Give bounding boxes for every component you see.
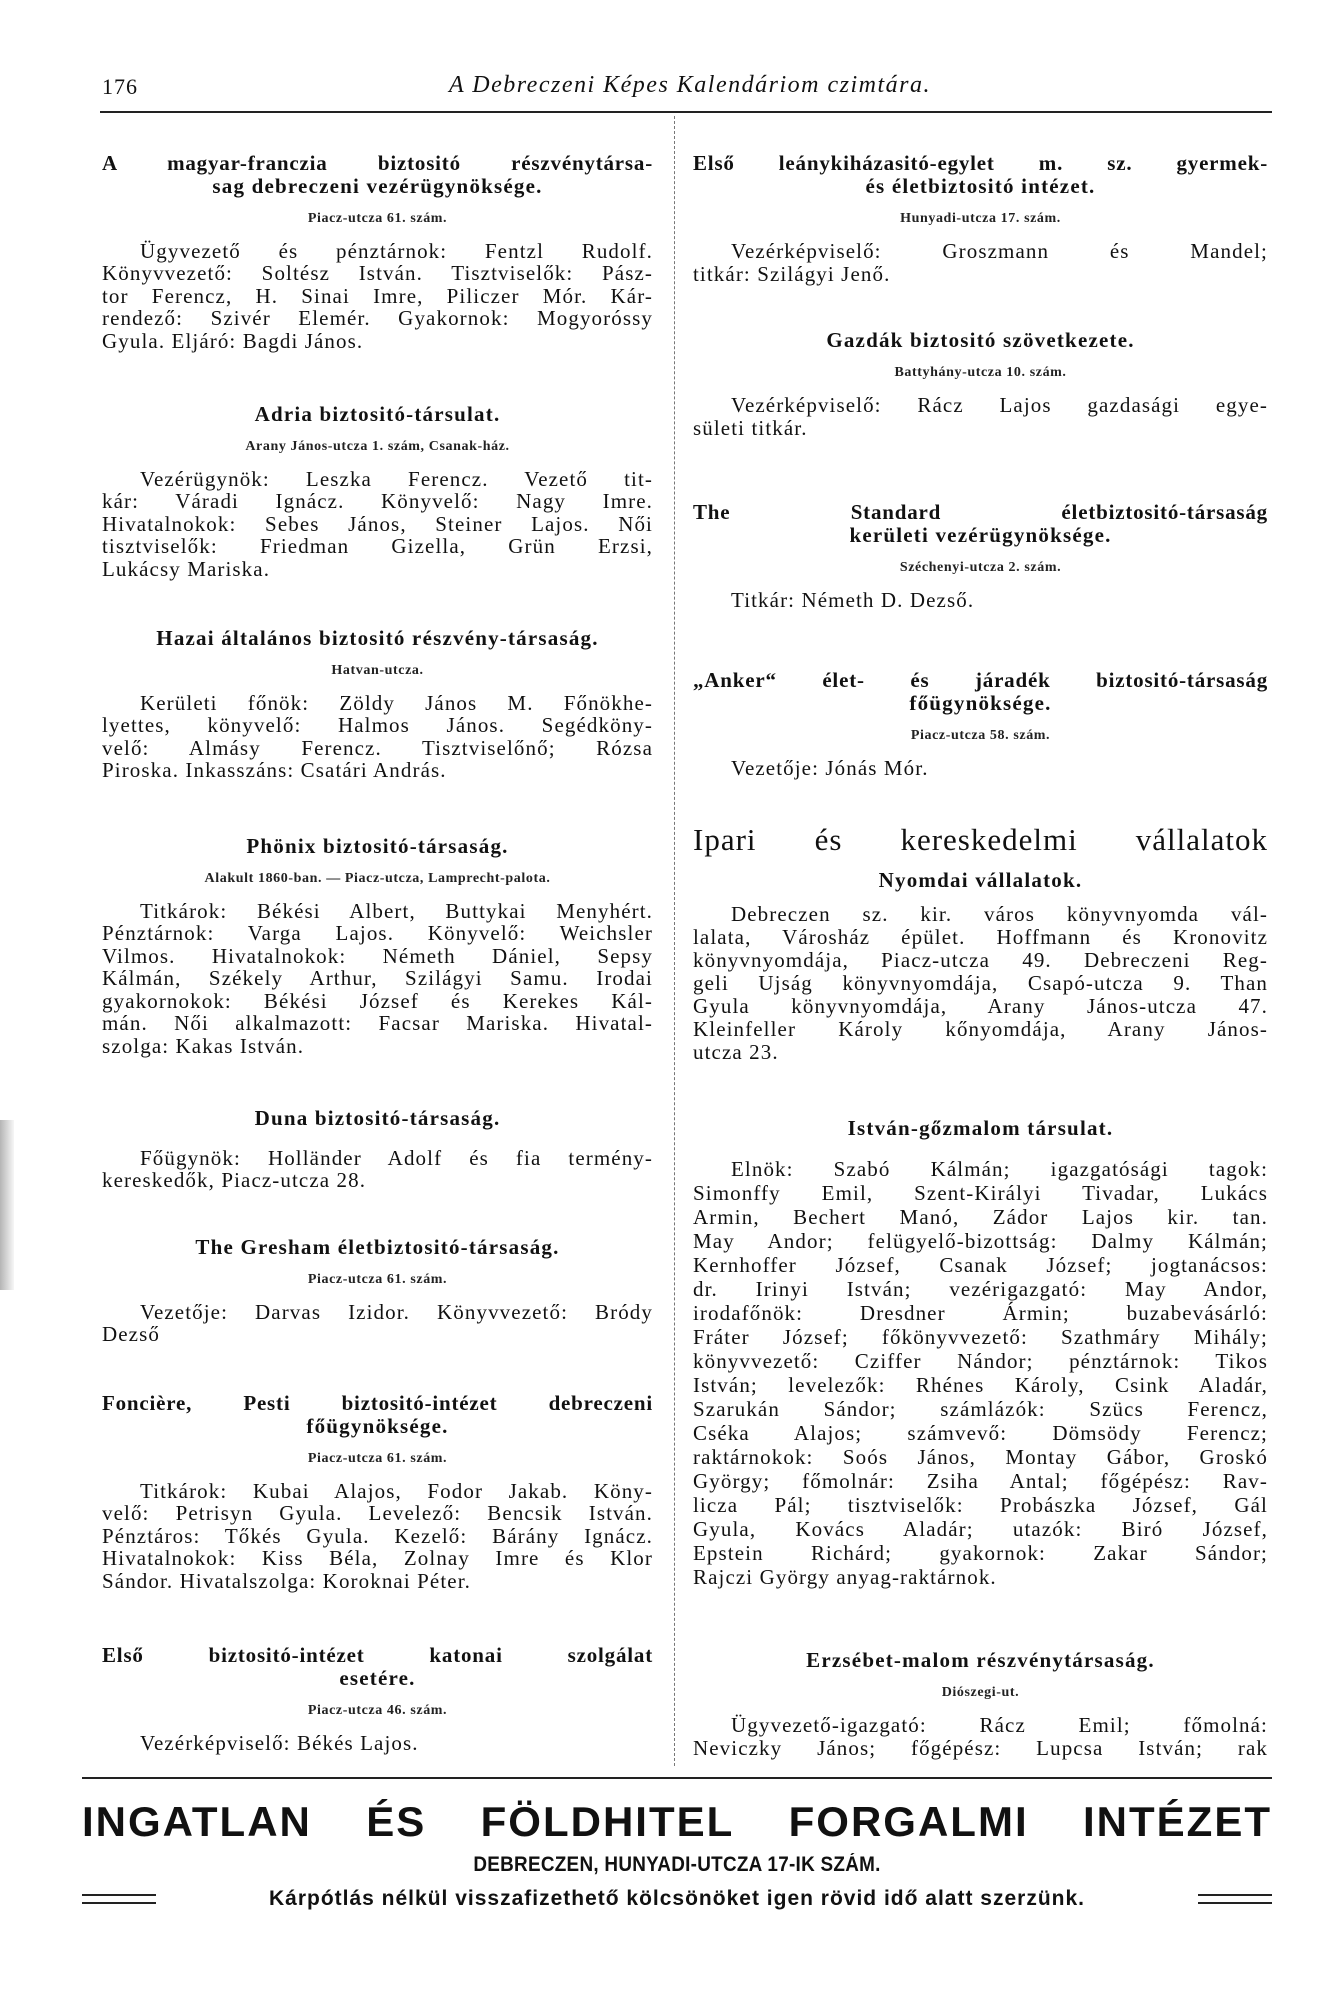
body-line: Ügyvezető és pénztárnok: Fentzl Rudolf. [140, 238, 653, 263]
body-line: Piroska. Inkasszáns: Csatári András. [102, 758, 447, 782]
entry-address: Arany János-utcza 1. szám, Csanak-ház. [245, 438, 510, 454]
body-line: Cséka Alajos; számvevő: Dömsödy Ferencz; [693, 1420, 1268, 1445]
advertisement-slogan [82, 1885, 1272, 1913]
body-line: Vezérképviselő: Groszmann és Mandel; [731, 238, 1268, 263]
body-line: utcza 23. [693, 1040, 779, 1064]
body-line: Neviczky János; főgépész: Lupcsa István; rak [693, 1735, 1268, 1760]
entry-heading: Adria biztositó-társulat. [254, 401, 501, 426]
directory-entry [102, 835, 653, 1058]
body-line: Gyula könyvnyomdája, Arany János-utcza 47. [693, 994, 1268, 1018]
body-line: Vezérképviselő: Rácz Lajos gazdasági egye- [731, 392, 1268, 417]
page-number: 176 [102, 74, 138, 99]
entry-address: Piacz-utcza 46. szám. [307, 1702, 448, 1718]
directory-entry [693, 669, 1268, 780]
body-line: szolga: Kakas István. [102, 1033, 305, 1058]
body-line: Armin, Bechert Manó, Zádor Lajos kir. tan. [693, 1204, 1268, 1229]
body-line: György; főmolnár: Zsiha Antal; főgépész: Rav- [693, 1468, 1268, 1493]
body-line: dr. Irinyi István; vezérigazgató: May Andor, [693, 1276, 1268, 1301]
entry-heading: sag debreczeni vezérügynöksége. [212, 173, 543, 198]
directory-entry [693, 329, 1268, 440]
entry-body [102, 240, 653, 353]
entry-address: Hatvan-utcza. [331, 662, 424, 678]
entry-address: Piacz-utcza 61. szám. [307, 1271, 448, 1287]
entry-heading: esetére. [339, 1665, 416, 1690]
body-line: Elnök: Szabó Kálmán; igazgatósági tagok: [731, 1156, 1268, 1181]
directory-entry [693, 1649, 1268, 1760]
entry-body [693, 903, 1268, 1064]
entry-heading: Foncière, Pesti biztositó-intézet debreczeni [102, 1390, 653, 1415]
body-line: tor Ferencz, H. Sinai Imre, Piliczer Mór. Kár- [102, 283, 653, 308]
body-line: Lukácsy Mariska. [102, 556, 271, 581]
body-line: May Andor; felügyelő-bizottság: Dalmy Kálmán; [693, 1228, 1268, 1253]
entry-body [102, 1732, 653, 1755]
entry-heading: István-gőzmalom társulat. [847, 1115, 1114, 1140]
directory-entry [102, 403, 653, 581]
entry-body [102, 1480, 653, 1593]
chapter-title: Ipari és kereskedelmi vállalatok [693, 822, 1268, 857]
body-line: titkár: Szilágyi Jenő. [693, 261, 891, 286]
body-line: Gyula. Eljáró: Bagdi János. [102, 328, 364, 353]
advertisement-address: DEBRECZEN, HUNYADI-UTCZA 17-IK SZÁM. [473, 1853, 881, 1876]
body-line: lalata, Városház épület. Hoffmann és Kronovitz [693, 925, 1268, 949]
body-line: Kerületi főnök: Zöldy János M. Főnökhe- [140, 690, 653, 715]
body-line: velő: Petrisyn Gyula. Levelező: Bencsik István. [102, 1501, 653, 1525]
scan-smudge [0, 1120, 14, 1290]
directory-entry [102, 1107, 653, 1192]
directory-entry [102, 1236, 653, 1346]
directory-entry [102, 627, 653, 782]
body-line: Kernhoffer József, Csanak József; jogtanácsos: [693, 1252, 1268, 1277]
entry-heading: Hazai általános biztositó részvény-társaság. [156, 625, 599, 650]
entry-body [102, 900, 653, 1058]
entry-address: Piacz-utcza 61. szám. [307, 1450, 448, 1466]
directory-entry [102, 1392, 653, 1593]
body-line: velő: Almásy Ferencz. Tisztviselőnő; Rózsa [102, 735, 653, 760]
entry-body [693, 589, 1268, 612]
body-line: Titkárok: Békési Albert, Buttykai Menyhért. [140, 898, 653, 923]
body-line: Sándor. Hivatalszolga: Koroknai Péter. [102, 1568, 471, 1593]
body-line: rendező: Szivér Elemér. Gyakornok: Mogyoróssy [102, 306, 653, 330]
advertisement-title-word: FORGALMI [788, 1798, 1029, 1845]
entry-heading: Első leánykiházasitó-egylet m. sz. gyermek- [693, 150, 1268, 175]
entry-body [693, 394, 1268, 440]
body-line: geli Ujság könyvnyomdája, Csapó-utcza 9. Than [693, 971, 1268, 995]
entry-body [102, 468, 653, 581]
body-line: Kleinfeller Károly kőnyomdája, Arany János- [693, 1017, 1268, 1041]
body-line: mán. Női alkalmazott: Facsar Mariska. Hivatal- [102, 1011, 653, 1035]
decorative-rule-left [82, 1894, 156, 1904]
body-line: Könyvvezető: Soltész István. Tisztviselők: Pász- [102, 261, 653, 285]
body-line: gyakornokok: Békési József és Kerekes Kál- [102, 988, 653, 1013]
body-line: Titkár: Németh D. Dezső. [731, 587, 975, 612]
entry-address: Piacz-utcza 58. szám. [910, 727, 1051, 743]
body-line: Pénztáros: Tőkés Gyula. Kezelő: Bárány Ignácz. [102, 1523, 653, 1548]
entry-heading: Phönix biztositó-társaság. [246, 833, 509, 858]
entry-heading: The Gresham életbiztositó-társaság. [195, 1234, 560, 1259]
entry-address: Alakult 1860-ban. — Piacz-utcza, Lamprecht-palota. [204, 870, 551, 886]
body-line: raktárnokok: Soós János, Montay Gábor, Groskó [693, 1444, 1268, 1469]
directory-entry [102, 152, 653, 353]
body-line: licza Pál; tisztviselők: Probászka József, Gál [693, 1492, 1268, 1517]
directory-entry [102, 1644, 653, 1755]
body-line: Szarukán Sándor; számlázók: Szücs Ferencz, [693, 1396, 1268, 1421]
body-line: tisztviselők: Friedman Gizella, Grün Erzsi, [102, 534, 653, 558]
body-line: Simonffy Emil, Szent-Királyi Tivadar, Lukács [693, 1180, 1268, 1205]
body-line: Hivatalnokok: Kiss Béla, Zolnay Imre és Klor [102, 1546, 653, 1570]
running-title: A Debreczeni Képes Kalendáriom czimtára. [449, 72, 931, 98]
body-line: Kálmán, Székely Arthur, Szilágyi Samu. Irodai [102, 966, 653, 990]
entry-body [102, 692, 653, 782]
entry-address: Battyhány-utcza 10. szám. [894, 364, 1067, 380]
section-heading: Nyomdai vállalatok. [878, 868, 1083, 892]
entry-heading: Első biztositó-intézet katonai szolgálat [102, 1642, 653, 1667]
body-line: Fráter József; főkönyvvezető: Szathmáry Mihály; [693, 1324, 1268, 1349]
body-line: kár: Váradi Ignácz. Könyvelő: Nagy Imre. [102, 489, 653, 513]
body-line: Vilmos. Hivatalnokok: Németh Dániel, Sepsy [102, 943, 653, 968]
entry-address: Széchenyi-utcza 2. szám. [899, 559, 1062, 575]
entry-heading: és életbiztositó intézet. [865, 173, 1096, 198]
body-line: Vezetője: Jónás Mór. [731, 755, 929, 780]
body-line: lyettes, könyvelő: Halmos János. Segédköny- [102, 713, 653, 737]
body-line: Debreczen sz. kir. város könyvnyomda vál- [731, 902, 1268, 926]
body-line: irodafőnök: Dresdner Ármin; buzabevásárló: [693, 1300, 1268, 1325]
entry-body [102, 1147, 653, 1192]
decorative-rule-right [1198, 1894, 1272, 1904]
entry-heading: A magyar-franczia biztositó részvénytársa- [102, 150, 653, 175]
entry-heading: főügynöksége. [909, 690, 1052, 715]
entry-heading: „Anker“ élet- és járadék biztositó-társaság [693, 667, 1268, 692]
entry-body [693, 1157, 1268, 1589]
entry-heading: Duna biztositó-társaság. [254, 1105, 501, 1130]
body-line: Epstein Richárd; gyakornok: Zakar Sándor; [693, 1540, 1268, 1565]
directory-entry [693, 822, 1268, 1064]
entry-heading: The Standard életbiztositó-társaság [693, 499, 1268, 524]
advertisement-rule [82, 1777, 1272, 1779]
entry-body [693, 757, 1268, 780]
advertisement-title-word: INTÉZET [1083, 1798, 1272, 1845]
body-line: Pénztárnok: Varga Lajos. Könyvelő: Weichsler [102, 921, 653, 945]
entry-address: Hunyadi-utcza 17. szám. [900, 210, 1061, 226]
column-divider [674, 116, 675, 1766]
entry-address: Diószegi-ut. [941, 1684, 1020, 1700]
entry-heading: Erzsébet-malom részvénytársaság. [806, 1647, 1155, 1672]
body-line: sületi titkár. [693, 415, 808, 440]
advertisement-title-word: INGATLAN [82, 1798, 312, 1845]
body-line: Főügynök: Holländer Adolf és fia termény- [140, 1145, 653, 1170]
directory-entry [693, 501, 1268, 612]
body-line: Gyula, Kovács Aladár; utazók: Biró József, [693, 1516, 1268, 1541]
body-line: Ügyvezető-igazgató: Rácz Emil; főmolná: [731, 1712, 1268, 1737]
directory-entry [693, 1117, 1268, 1589]
body-line: könyvnyomdája, Piacz-utcza 49. Debreczeni Reg- [693, 948, 1268, 972]
entry-address: Piacz-utcza 61. szám. [307, 210, 448, 226]
body-line: könyvvezető: Cziffer Nándor; pénztárnok: Tikos [693, 1348, 1268, 1373]
advertisement-title-word: ÉS [366, 1798, 427, 1845]
body-line: Titkárok: Kubai Alajos, Fodor Jakab. Köny- [140, 1478, 653, 1503]
header-rule [100, 111, 1272, 113]
entry-body [693, 240, 1268, 286]
body-line: Hivatalnokok: Sebes János, Steiner Lajos. Női [102, 511, 653, 536]
body-line: István; levelezők: Rhénes Károly, Csink Aladár, [693, 1372, 1268, 1397]
entry-heading: kerületi vezérügynöksége. [849, 522, 1112, 547]
body-line: Vezérügynök: Leszka Ferencz. Vezető tit- [140, 466, 653, 491]
body-line: Rajczi György anyag-raktárnok. [693, 1564, 997, 1589]
entry-heading: főügynöksége. [306, 1413, 449, 1438]
body-line: Vezetője: Darvas Izidor. Könyvvezető: Bródy [140, 1299, 653, 1324]
body-line: Dezső [102, 1322, 160, 1346]
entry-body [693, 1714, 1268, 1760]
directory-entry [693, 152, 1268, 286]
advertisement-title-word: FÖLDHITEL [480, 1798, 735, 1845]
entry-body [102, 1301, 653, 1346]
slogan-text: Kárpótlás nélkül visszafizethető kölcsönöket igen rövid idő alatt szerzünk. [268, 1887, 1085, 1910]
body-line: Vezérképviselő: Békés Lajos. [140, 1730, 419, 1755]
body-line: kereskedők, Piacz-utcza 28. [102, 1168, 367, 1192]
entry-heading: Gazdák biztositó szövetkezete. [826, 327, 1135, 352]
advertisement-title [82, 1797, 1272, 1847]
